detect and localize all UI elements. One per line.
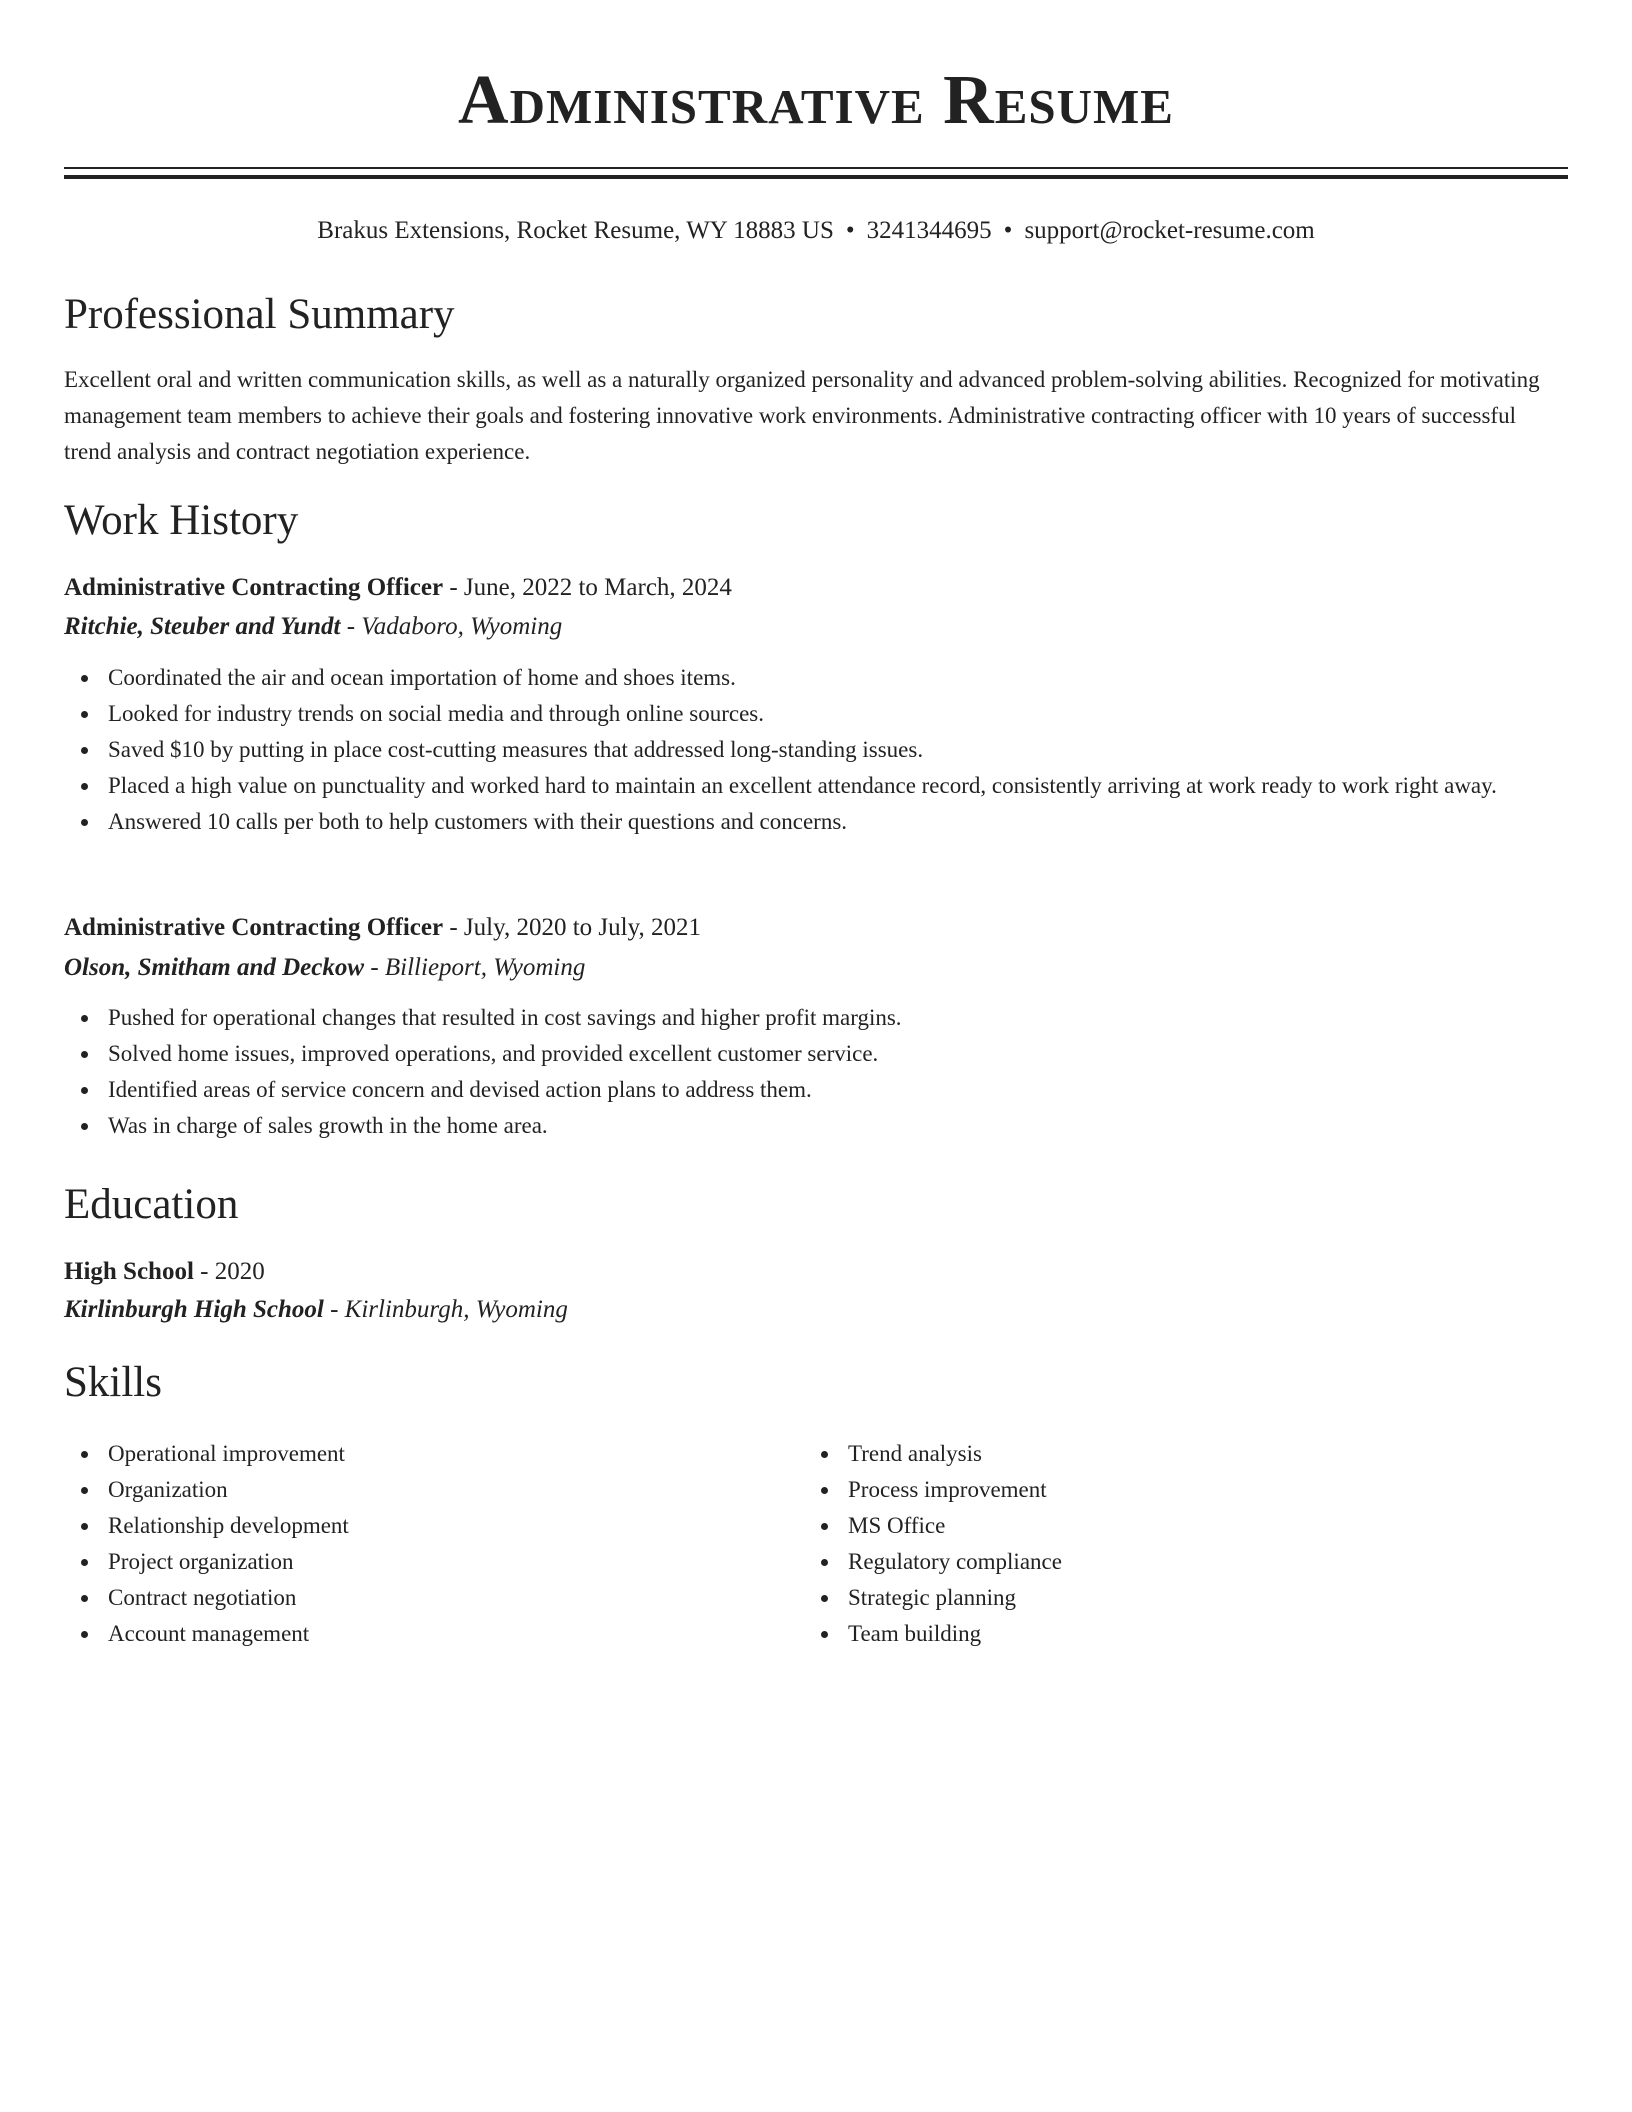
skill-item: Strategic planning xyxy=(804,1580,1632,1616)
contact-phone: 3241344695 xyxy=(866,217,992,244)
list-item: Was in charge of sales growth in the home area. xyxy=(64,1108,1568,1144)
list-item: Solved home issues, improved operations, and provided excellent customer service. xyxy=(64,1036,1568,1072)
skill-item: Operational improvement xyxy=(64,1436,1568,1472)
job-1-title: Administrative Contracting Officer xyxy=(64,574,444,601)
title-rule-thick xyxy=(64,175,1568,179)
skill-item: Organization xyxy=(64,1472,1568,1508)
work-history-heading: Work History xyxy=(64,497,299,544)
skill-item: Process improvement xyxy=(804,1472,1632,1508)
contact-separator: • xyxy=(845,217,855,244)
skill-item: Contract negotiation xyxy=(64,1580,1568,1616)
resume-page xyxy=(64,0,1568,1646)
job-1-company: Ritchie, Steuber and Yundt xyxy=(64,613,341,640)
contact-email: support@rocket-resume.com xyxy=(1024,217,1315,244)
skill-item: Project organization xyxy=(64,1544,1568,1580)
education-school-line xyxy=(64,1292,568,1328)
job-1-dates: - June, 2022 to March, 2024 xyxy=(443,574,732,601)
skills-right-list xyxy=(804,1436,1632,1652)
list-item: Identified areas of service concern and devised action plans to address them. xyxy=(64,1072,1568,1108)
job-2-location: - Billieport, Wyoming xyxy=(364,954,586,981)
resume-title: Administrative Resume xyxy=(458,62,1174,139)
skill-item: MS Office xyxy=(804,1508,1632,1544)
job-2-header xyxy=(64,910,701,946)
list-item: Pushed for operational changes that resulted in cost savings and higher profit margins. xyxy=(64,1000,1568,1036)
skill-item: Team building xyxy=(804,1616,1632,1652)
job-2-title: Administrative Contracting Officer xyxy=(64,914,444,941)
job-1-header xyxy=(64,570,732,606)
list-item: Coordinated the air and ocean importation of home and shoes items. xyxy=(64,660,1568,696)
job-2-company: Olson, Smitham and Deckow xyxy=(64,954,365,981)
skills-heading: Skills xyxy=(64,1359,162,1406)
education-degree: High School xyxy=(64,1258,194,1285)
education-location: - Kirlinburgh, Wyoming xyxy=(323,1296,568,1323)
title-rule-thin xyxy=(64,167,1568,169)
education-heading: Education xyxy=(64,1181,239,1228)
skill-item: Trend analysis xyxy=(804,1436,1632,1472)
education-year: - 2020 xyxy=(193,1258,265,1285)
education-header xyxy=(64,1254,265,1290)
list-item: Saved $10 by putting in place cost-cutting measures that addressed long-standing issues. xyxy=(64,732,1568,768)
summary-heading: Professional Summary xyxy=(64,291,455,338)
job-2-bullets xyxy=(64,1000,1568,1144)
job-1-bullets xyxy=(64,660,1568,840)
list-item: Placed a high value on punctuality and worked hard to maintain an excellent attendance record, consistently arriving at work ready to work right away. xyxy=(64,768,1568,804)
contact-separator: • xyxy=(1003,217,1013,244)
skill-item: Relationship development xyxy=(64,1508,1568,1544)
list-item: Looked for industry trends on social media and through online sources. xyxy=(64,696,1568,732)
job-1-employer xyxy=(64,609,562,645)
contact-line xyxy=(64,214,1568,248)
summary-text: Excellent oral and written communication skills, as well as a naturally organized personality and advanced problem-solving abilities. Recognized for motivating management team members to achieve their goals and fostering innovative work environments. Administrative contracting officer with 10 years of successful trend analysis and contract negotiation experience. xyxy=(64,367,1540,464)
education-school: Kirlinburgh High School xyxy=(64,1296,324,1323)
contact-address: Brakus Extensions, Rocket Resume, WY 18883 US xyxy=(317,217,834,244)
job-1-location: - Vadaboro, Wyoming xyxy=(340,613,563,640)
skill-item: Regulatory compliance xyxy=(804,1544,1632,1580)
skill-item: Account management xyxy=(64,1616,1568,1652)
job-2-employer xyxy=(64,950,585,986)
list-item: Answered 10 calls per both to help customers with their questions and concerns. xyxy=(64,804,1568,840)
job-2-dates: - July, 2020 to July, 2021 xyxy=(443,914,701,941)
